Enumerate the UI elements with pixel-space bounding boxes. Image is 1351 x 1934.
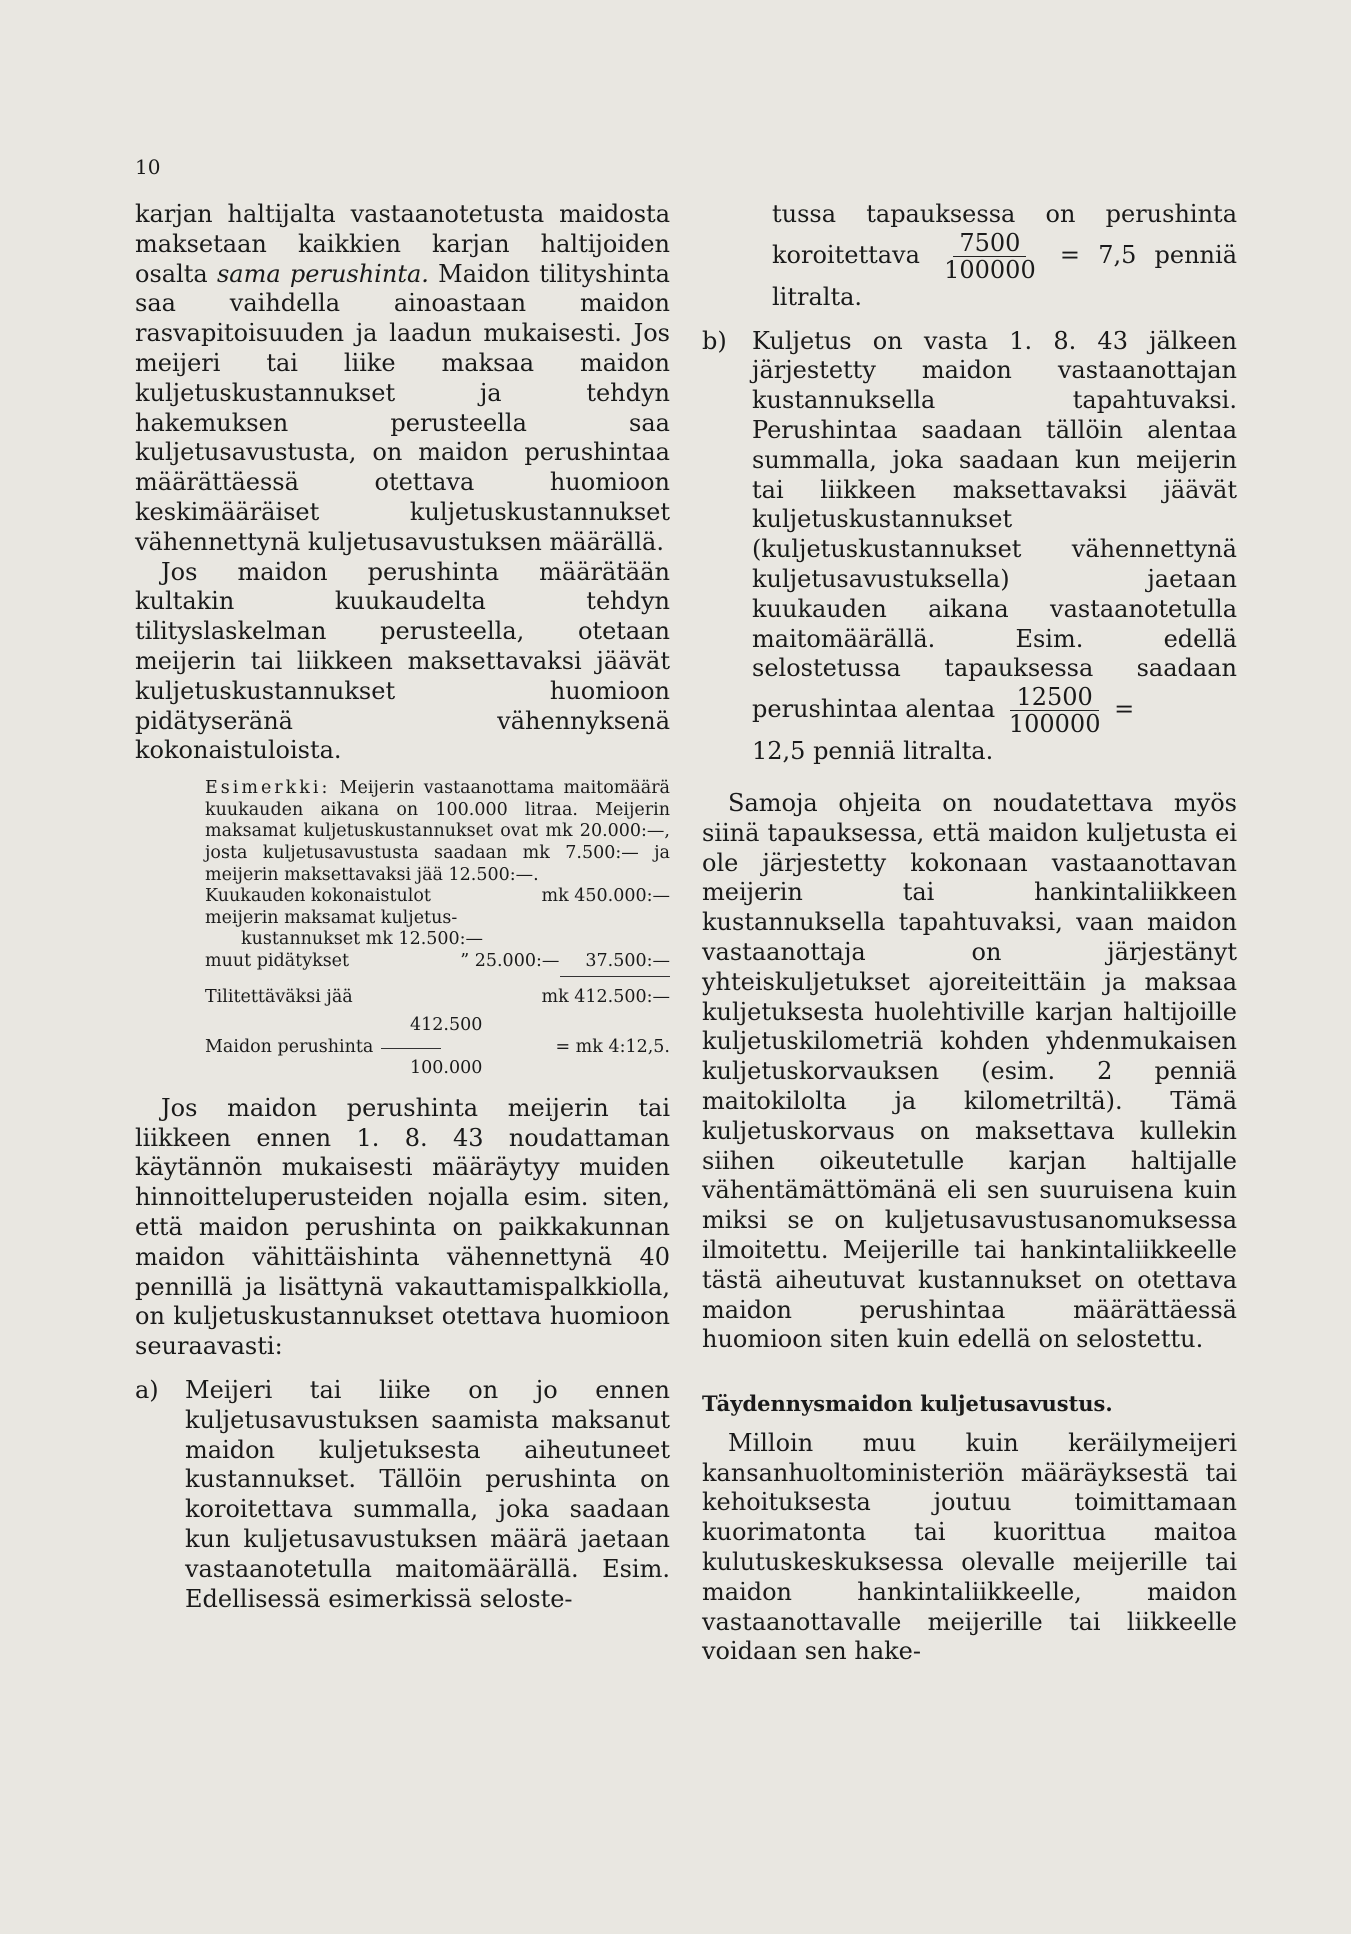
left-paragraph-1: [135, 200, 670, 558]
right-column: [702, 200, 1237, 1667]
paragraph-text: Maidon tilityshinta saa vaihdella ainoastaan maidon rasvapitoisuuden ja laadun mukaisesti. Jos meijeri tai liike maksaa maidon kuljetuskustannukset ja tehdyn hakemuksen perusteella saa kuljetusavustusta, on maidon perushintaa määrättäessä otettava huomioon keskimääräiset kuljetuskustannukset vähennettynä kuljetusavustuksen määrällä.: [135, 259, 670, 556]
left-paragraph-2: Jos maidon perushinta määrätään kultakin kuukaudelta tehdyn tilityslaskelman perusteella, otetaan meijerin tai liikkeen maksettavaksi jäävät kuljetuskustannukset huomioon pidätyseränä vähennyksenä kokonaistuloista.: [135, 557, 670, 765]
list-label: a): [135, 1376, 159, 1405]
fraction-line: [381, 1048, 441, 1049]
calc-frac-row: Maidon perushinta = mk 4:12,5.: [205, 1036, 670, 1057]
page-number: 10: [135, 155, 161, 179]
fraction-7500: $\frac{7500}{100000}$: [944, 228, 1036, 284]
right-continuation: tussa tapauksessa on perushinta koroitettava $\frac{7500}{100000}$ = 7,5 penniä litralta.: [772, 200, 1237, 311]
calc-row-1: Kuukauden kokonaistulot mk 450.000:—: [205, 886, 670, 907]
calc-row-5: Tilitettäväksi jää mk 412.500:—: [205, 987, 670, 1008]
list-item-a: [135, 1376, 670, 1614]
calc-row-3: kustannukset mk 12.500:—: [241, 929, 484, 950]
list-text: Meijeri tai liike on jo ennen kuljetusavustuksen saamista maksanut maidon kuljetuksesta aiheutuneet kustannukset. Tällöin perushinta on koroitettava summalla, joka saadaan kun kuljetusavustuksen määrä jaetaan vastaanotetulla maitomäärällä. Esim. Edellisessä esimerkissä seloste-: [185, 1376, 670, 1613]
italic-phrase: sama perushinta.: [216, 259, 429, 288]
example-text: Meijerin vastaanottama maitomäärä kuukauden aikana on 100.000 litraa. Meijerin maksamat kuljetuskustannukset ovat mk 20.000:—, josta kuljetusavustusta saadaan mk 7.500:— ja meijerin maksettavaksi jää 12.500:—.: [205, 778, 670, 885]
list-item-b: [702, 327, 1237, 767]
sum-rule: [560, 976, 670, 977]
calc-row-4: muut pidätykset ” 25.000:— 37.500:—: [205, 950, 670, 971]
calc-row-2: meijerin maksamat kuljetus-: [205, 907, 458, 928]
list-text: Kuljetus on vasta 1. 8. 43 jälkeen järjestetty maidon vastaanottajan kustannuksella tapahtuvaksi. Perushintaa saadaan tällöin alentaa summalla, joka saadaan kun meijerin tai liikkeen maksettavaksi jäävät kuljetuskustannukset (kuljetuskustannukset vähennettynä kuljetusavustuksella) jaetaan kuukauden aikana vastaanotetulla maitomäärällä. Esim. edellä selostetussa tapauksessa saadaan perushintaa alentaa $\frac{12500}{100000}$ = 12,5 penniä litralta.: [752, 326, 1237, 766]
left-column: [135, 200, 670, 1614]
section-heading: Täydennysmaidon kuljetusavustus.: [702, 1391, 1113, 1417]
right-paragraph-4: Samoja ohjeita on noudatettava myös siinä tapauksessa, että maidon kuljetusta ei ole järjestetty kokonaan vastaanottavan meijerin tai hankintaliikkeen kustannuksella tapahtuvaksi, vaan maidon vastaanottaja on järjestänyt yhteiskuljetukset ajoreiteittäin ja maksaa kuljetuksesta huolehtiville karjan haltijoille kuljetuskilometriä kohden yhdenmukaisen kuljetuskorvauksen (esim. 2 penniä maitokilolta ja kilometriltä). Tämä kuljetuskorvaus on maksettava kullekin siihen oikeutetulle karjan haltijalle vähentämättömänä eli sen suuruisena kuin miksi se on kuljetusavustusanomuksessa ilmoitettu. Meijerille tai hankintaliikkeelle tästä aiheutuvat kustannukset on otettava maidon perushintaa määrättäessä huomioon siten kuin edellä on selostettu.: [702, 788, 1237, 1354]
paragraph-text: karjan haltijalta vastaanotetusta maidosta maksetaan kaikkien karjan haltijoiden osalta: [135, 200, 670, 288]
fraction-12500: $\frac{12500}{100000}$: [1008, 683, 1101, 739]
list-label: b): [702, 326, 727, 355]
example-label: Esimerkki:: [205, 778, 331, 799]
calc-frac-denominator: 100.000: [410, 1058, 483, 1079]
right-paragraph-5: Milloin muu kuin keräilymeijeri kansanhuoltoministeriön määräyksestä tai kehoituksesta joutuu toimittamaan kuorimatonta tai kuorittua maitoa kulutuskeskuksessa olevalle meijerille tai maidon hankintaliikkeelle, maidon vastaanottavalle meijerille tai liikkeelle voidaan sen hake-: [702, 1428, 1237, 1666]
left-paragraph-3: Jos maidon perushinta meijerin tai liikkeen ennen 1. 8. 43 noudattaman käytännön mukaisesti määräytyy muiden hinnoitteluperusteiden nojalla esim. siten, että maidon perushinta on paikkakunnan maidon vähittäishinta vähennettynä 40 pennillä ja lisättynä vakauttamispalkkiolla, on kuljetuskustannukset otettava huomioon seuraavasti:: [135, 1093, 670, 1361]
example-block: [205, 778, 670, 1080]
calc-frac-numerator: 412.500: [410, 1015, 483, 1036]
